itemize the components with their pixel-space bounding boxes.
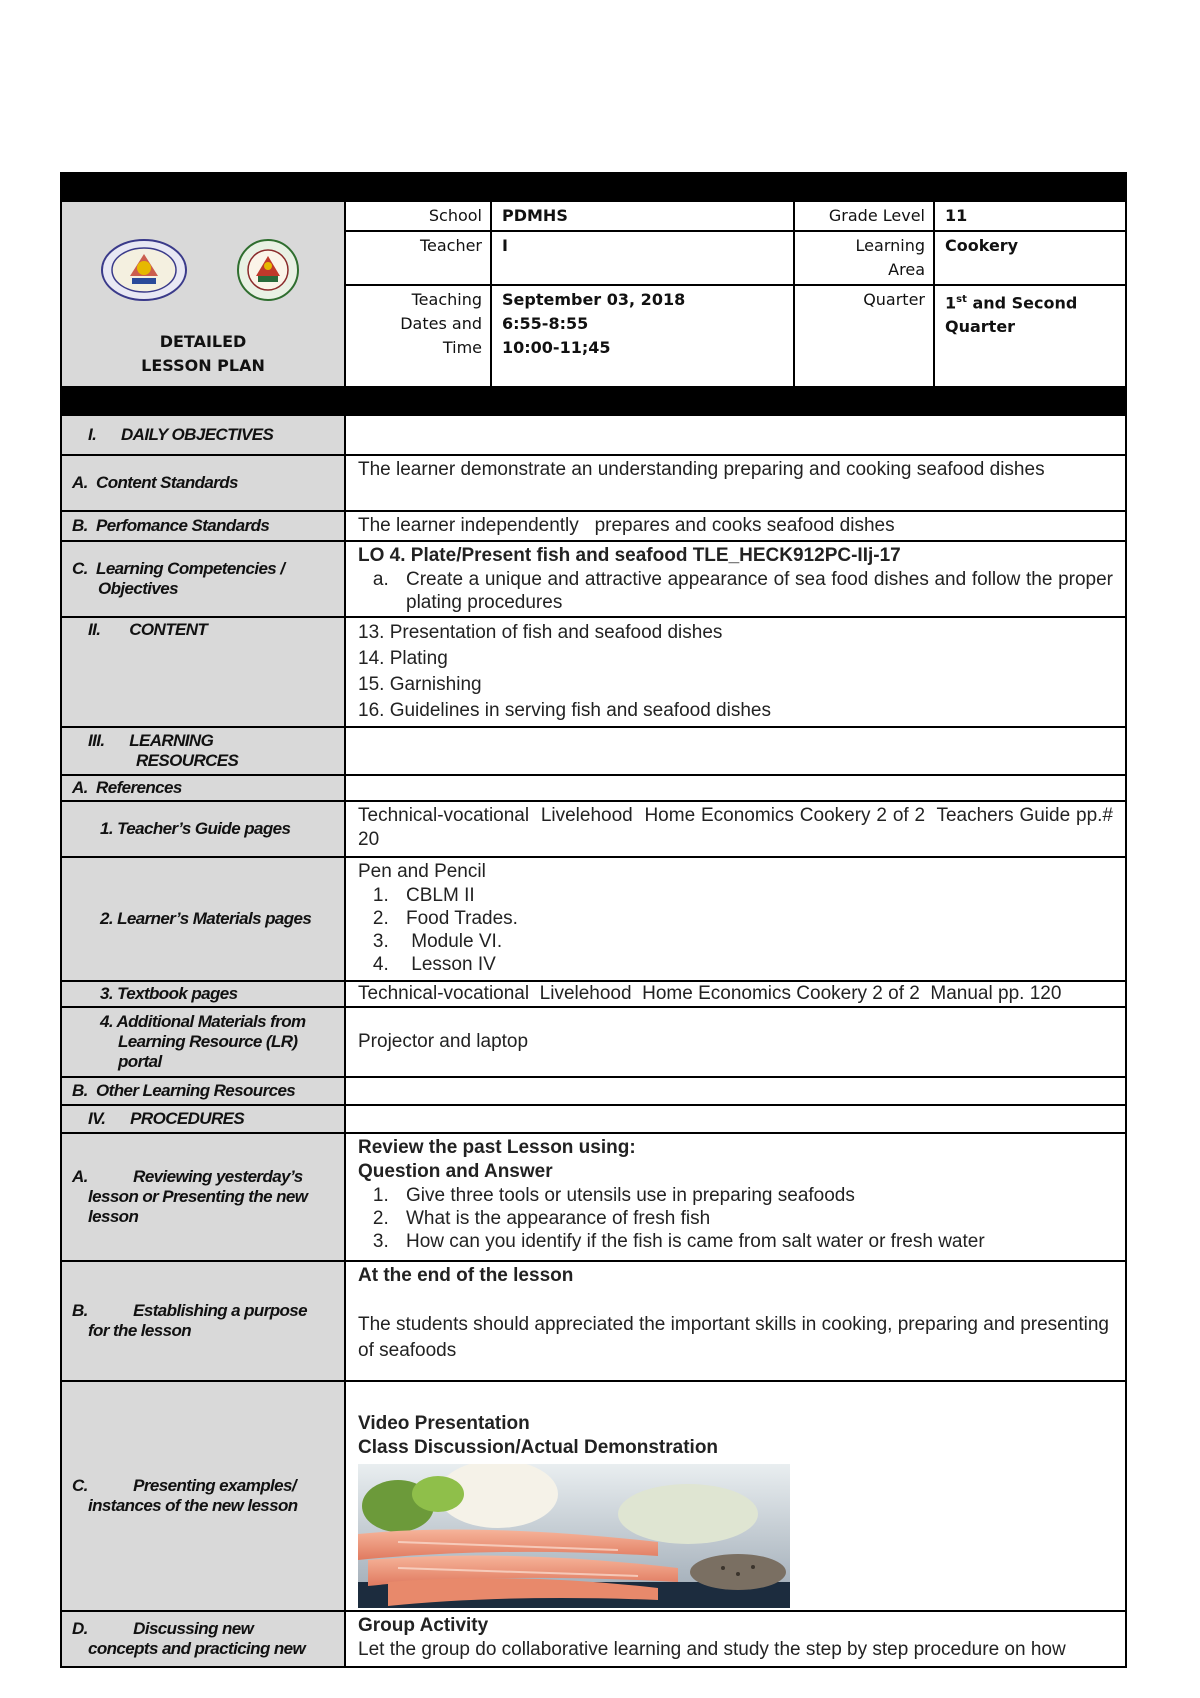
school-value: PDMHS [491,201,794,231]
grade-level-value: 11 [934,201,1126,231]
learners-materials-list [358,884,1113,976]
quarter-value [934,285,1126,387]
competencies-value [345,541,1126,617]
time-value-1: 6:55-8:55 [502,314,589,333]
list-item: 1. Give three tools or utensils use in preparing seafoods [394,1184,1113,1207]
school-seal-logo [230,238,306,302]
additional-materials-label-line-2: Learning Resource (LR) [118,1032,298,1051]
seafood-photo [358,1464,790,1608]
list-item: 2. Food Trades. [394,907,1113,930]
lesson-table [60,414,1127,1668]
quarter-line-2: Quarter [945,317,1016,337]
learning-area-label-line-1: Learning [855,236,925,255]
learning-resources-value [345,727,1126,775]
daily-objectives-value [345,415,1126,455]
title-line-1: DETAILED [159,332,247,351]
purpose-heading: At the end of the lesson [358,1265,574,1286]
list-item: 3. Module VI. [394,930,1113,953]
dates-label-line-3: Time [442,338,482,357]
content-value [345,617,1126,727]
procedures-label: IV. PROCEDURES [61,1105,345,1133]
quarter-label: Quarter [794,285,934,387]
review-heading: Review the past Lesson using: [358,1137,636,1158]
learning-resources-label-line-1: III. LEARNING [88,731,214,750]
seafood-photo-illustration [358,1464,790,1608]
middle-black-band [61,387,1126,415]
additional-materials-label-line-1: 4. Additional Materials from [100,1012,306,1031]
top-black-band [61,173,1126,201]
additional-materials-value: Projector and laptop [345,1007,1126,1077]
references-value [345,775,1126,801]
learners-materials-value [345,857,1126,981]
textbook-label: 3. Textbook pages [61,981,345,1007]
content-label: II. CONTENT [61,617,345,727]
quarter-superscript: st [956,294,967,305]
content-item: 16. Guidelines in serving fish and seafood dishes [358,700,771,721]
learning-area-label [794,231,934,285]
purpose-text: The students should appreciated the important skills in cooking, preparing and presenting of seafoods [358,1314,1109,1361]
content-item: 15. Garnishing [358,674,482,695]
quarter-rest: and Second [966,293,1078,313]
reviewing-label [61,1133,345,1261]
examples-line-2: Class Discussion/Actual Demonstration [358,1437,719,1458]
deped-seal-logo [100,238,188,302]
teaching-dates-value [491,285,794,387]
other-resources-value [345,1077,1126,1105]
title-line-2: LESSON PLAN [141,356,265,375]
other-resources-label: B. Other Learning Resources [61,1077,345,1105]
school-label: School [345,201,491,231]
date-value: September 03, 2018 [502,290,686,309]
grade-level-label: Grade Level [794,201,934,231]
discussing-label [61,1611,345,1667]
examples-line-1: Video Presentation [358,1413,530,1434]
dates-label-line-1: Teaching [411,290,482,309]
discussing-value [345,1611,1126,1667]
review-subheading: Question and Answer [358,1161,553,1182]
examples-label-line-1: C. Presenting examples/ [72,1476,296,1495]
teaching-dates-label [345,285,491,387]
lesson-plan-document [60,172,1125,1668]
content-standards-label: A. Content Standards [61,455,345,511]
content-item: 14. Plating [358,648,448,669]
learners-materials-label: 2. Learner’s Materials pages [61,857,345,981]
dates-label-line-2: Dates and [400,314,482,333]
examples-label [61,1381,345,1611]
discussing-label-line-2: concepts and practicing new [88,1639,306,1658]
competency-lo: LO 4. Plate/Present fish and seafood TLE_HECK912PC-IIj-17 [358,545,901,566]
competencies-label-line-2: Objectives [98,579,178,598]
content-item: 13. Presentation of fish and seafood dishes [358,622,723,643]
reviewing-label-line-1: A. Reviewing yesterday’s [72,1167,303,1186]
additional-materials-label-line-3: portal [118,1052,162,1071]
learning-area-label-line-2: Area [888,260,925,279]
list-item: 2. What is the appearance of fresh fish [394,1207,1113,1230]
performance-standards-label: B. Perfomance Standards [61,511,345,541]
content-standards-value: The learner demonstrate an understanding preparing and cooking seafood dishes [345,455,1126,511]
competency-item-a: a. Create a unique and attractive appearance of sea food dishes and follow the proper plating procedures [394,568,1113,614]
reviewing-label-line-3: lesson [88,1207,139,1226]
competencies-label-line-1: C. Learning Competencies / [72,559,285,578]
logo-title-cell [61,201,345,387]
review-question-list [358,1184,1113,1253]
learning-resources-label-line-2: RESOURCES [136,751,239,770]
purpose-label-line-2: for the lesson [88,1321,192,1340]
purpose-label [61,1261,345,1381]
learning-resources-label [61,727,345,775]
reviewing-label-line-2: lesson or Presenting the new [88,1187,308,1206]
examples-label-line-2: instances of the new lesson [88,1496,298,1515]
purpose-value [345,1261,1126,1381]
header-table [60,172,1127,416]
performance-standards-value: The learner independently prepares and cooks seafood dishes [345,511,1126,541]
quarter-number: 1 [945,293,957,313]
learning-area-value: Cookery [934,231,1126,285]
teacher-value: I [491,231,794,285]
list-item: 4. Lesson IV [394,953,1113,976]
list-item: 1. CBLM II [394,884,1113,907]
daily-objectives-label: I. DAILY OBJECTIVES [61,415,345,455]
teachers-guide-label: 1. Teacher’s Guide pages [61,801,345,857]
additional-materials-label [61,1007,345,1077]
discuss-text: Let the group do collaborative learning and study the step by step procedure on how [358,1639,1066,1660]
discussing-label-line-1: D. Discussing new [72,1619,254,1638]
list-item: 3. How can you identify if the fish is came from salt water or fresh water [394,1230,1113,1253]
teachers-guide-value: Technical-vocational Livelehood Home Economics Cookery 2 of 2 Teachers Guide pp.# 20 [345,801,1126,857]
competencies-label [61,541,345,617]
references-label: A. References [61,775,345,801]
purpose-label-line-1: B. Establishing a purpose [72,1301,307,1320]
procedures-value [345,1105,1126,1133]
time-value-2: 10:00-11;45 [502,338,611,357]
discuss-heading: Group Activity [358,1615,489,1636]
teacher-label: Teacher [345,231,491,285]
reviewing-value [345,1133,1126,1261]
learners-materials-intro: Pen and Pencil [358,861,486,882]
textbook-value: Technical-vocational Livelehood Home Economics Cookery 2 of 2 Manual pp. 120 [345,981,1126,1007]
examples-value [345,1381,1126,1611]
competency-list [358,568,1113,614]
